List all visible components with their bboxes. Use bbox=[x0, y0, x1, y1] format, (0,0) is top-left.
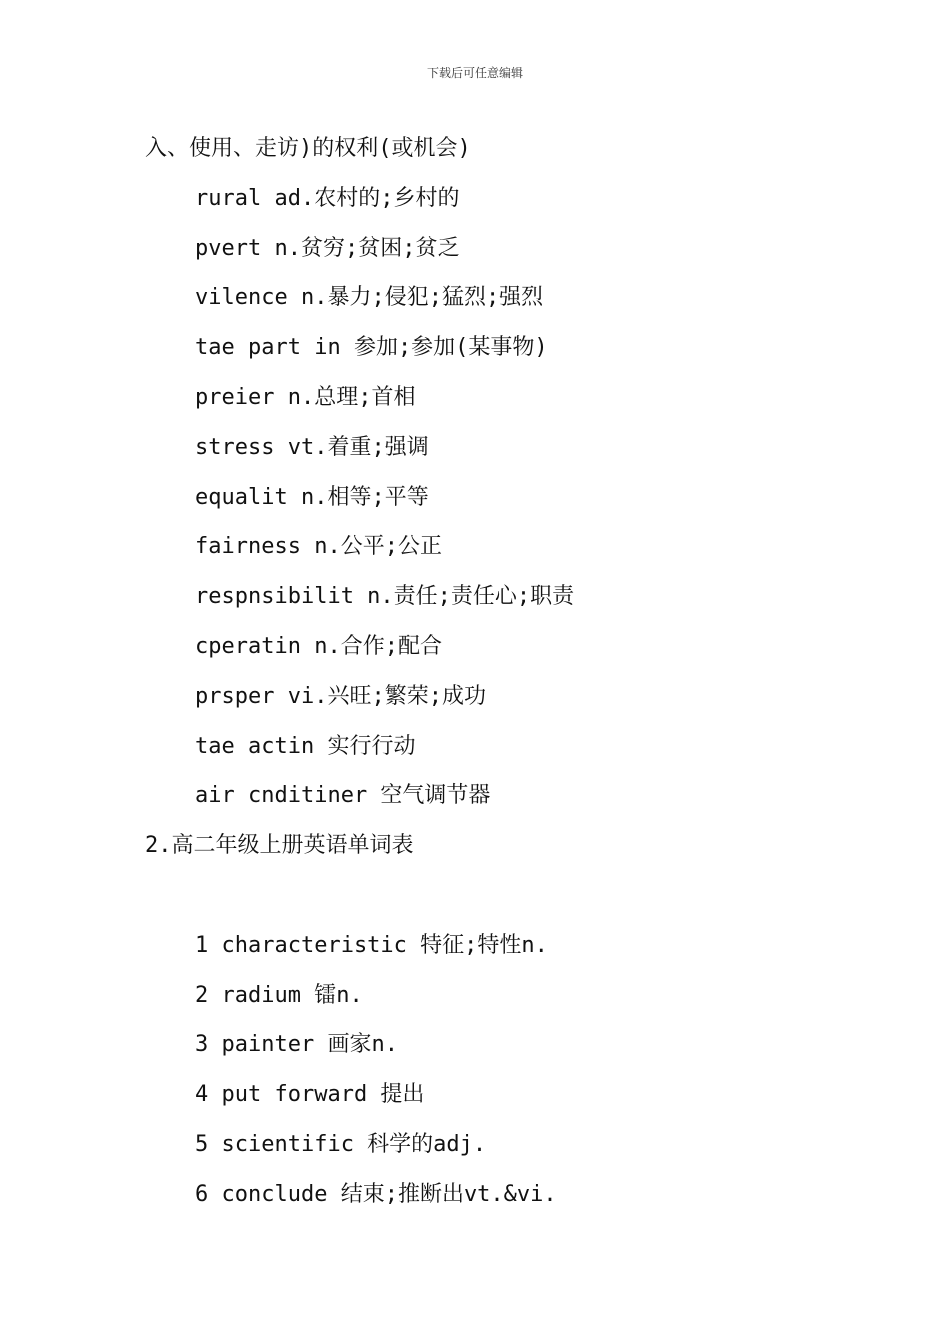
vocab-entry: pvert n.贫穷;贫困;贫乏 bbox=[195, 235, 460, 261]
continuation-line: 入、使用、走访)的权利(或机会) bbox=[145, 136, 471, 161]
numbered-vocab-entry: 6 conclude 结束;推断出vt.&vi. bbox=[195, 1181, 557, 1207]
section-heading: 2.高二年级上册英语单词表 bbox=[145, 833, 414, 859]
vocab-entry: tae actin 实行行动 bbox=[195, 733, 416, 759]
vocab-entry: preier n.总理;首相 bbox=[195, 384, 416, 410]
numbered-vocab-entry: 5 scientific 科学的adj. bbox=[195, 1131, 487, 1157]
document-body bbox=[0, 128, 950, 1224]
numbered-vocab-entry: 4 put forward 提出 bbox=[195, 1082, 425, 1108]
vocab-entry: stress vt.着重;强调 bbox=[195, 434, 429, 460]
vocab-entry: prsper vi.兴旺;繁荣;成功 bbox=[195, 683, 486, 709]
vocab-entry: tae part in 参加;参加(某事物) bbox=[195, 335, 548, 361]
vocab-entry: rural ad.农村的;乡村的 bbox=[195, 185, 460, 211]
blank-line bbox=[0, 875, 950, 925]
vocab-entry: equalit n.相等;平等 bbox=[195, 484, 429, 510]
page-header: 下载后可任意编辑 bbox=[426, 66, 523, 80]
numbered-vocab-entry: 2 radium 镭n. bbox=[195, 982, 363, 1008]
vocab-entry: respnsibilit n.责任;责任心;职责 bbox=[195, 584, 575, 610]
vocab-entry: air cnditiner 空气调节器 bbox=[195, 783, 491, 809]
vocab-entry: cperatin n.合作;配合 bbox=[195, 633, 442, 659]
numbered-vocab-entry: 1 characteristic 特征;特性n. bbox=[195, 932, 548, 958]
vocab-entry: fairness n.公平;公正 bbox=[195, 534, 442, 560]
numbered-vocab-entry: 3 painter 画家n. bbox=[195, 1032, 398, 1058]
vocab-entry: vilence n.暴力;侵犯;猛烈;强烈 bbox=[195, 285, 544, 311]
